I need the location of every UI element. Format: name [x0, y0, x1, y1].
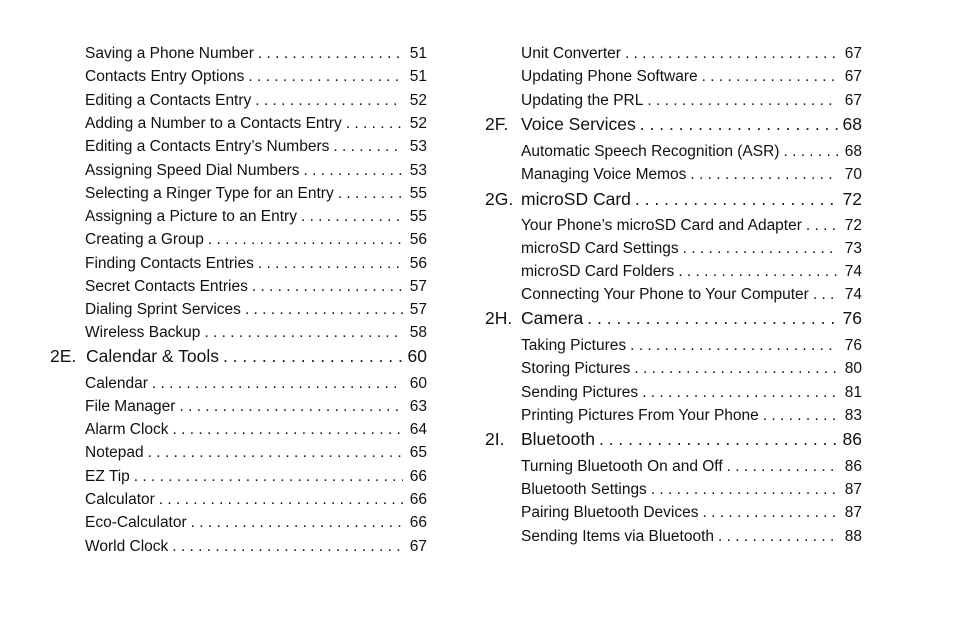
page-number: 57: [409, 301, 427, 318]
section-number: 2F.: [485, 114, 509, 134]
entry-title: Notepad: [85, 444, 144, 461]
page-number: 68: [844, 143, 862, 160]
dot-leader: [223, 344, 403, 368]
dot-leader: [173, 420, 403, 440]
page-number: 52: [409, 115, 427, 132]
dot-leader: [763, 406, 838, 426]
dot-leader: [248, 67, 403, 87]
page-number: 88: [844, 528, 862, 545]
page-number: 66: [409, 514, 427, 531]
dot-leader: [678, 262, 838, 282]
entry-title: Storing Pictures: [521, 360, 631, 377]
page-number: 55: [409, 208, 427, 225]
page-number: 56: [409, 231, 427, 248]
dot-leader: [191, 513, 403, 533]
page-number: 74: [844, 286, 862, 303]
page-number: 87: [844, 504, 862, 521]
toc-entry: [521, 503, 862, 523]
dot-leader: [635, 187, 838, 211]
toc-entry: [521, 165, 862, 185]
entry-title: Contacts Entry Options: [85, 68, 245, 85]
page-number: 68: [842, 114, 862, 134]
toc-entry: [85, 513, 427, 533]
page-number: 66: [409, 468, 427, 485]
dot-leader: [333, 137, 403, 157]
entry-title: microSD Card Settings: [521, 240, 679, 257]
section-title: Voice Services: [521, 114, 636, 134]
dot-leader: [159, 490, 403, 510]
entry-title: Printing Pictures From Your Phone: [521, 407, 759, 424]
dot-leader: [599, 427, 838, 451]
entry-title: File Manager: [85, 398, 176, 415]
entry-title: Assigning Speed Dial Numbers: [85, 162, 300, 179]
page-number: 76: [844, 337, 862, 354]
page-number: 55: [409, 185, 427, 202]
dot-leader: [813, 285, 838, 305]
dot-leader: [346, 114, 403, 134]
dot-leader: [258, 44, 403, 64]
page-number: 60: [409, 375, 427, 392]
page-number: 74: [844, 263, 862, 280]
dot-leader: [208, 230, 403, 250]
entry-title: Pairing Bluetooth Devices: [521, 504, 699, 521]
toc-entry: [85, 161, 427, 181]
dot-leader: [642, 383, 838, 403]
dot-leader: [783, 142, 838, 162]
page-number: 80: [844, 360, 862, 377]
entry-title: Unit Converter: [521, 45, 621, 62]
dot-leader: [718, 527, 838, 547]
page-number: 83: [844, 407, 862, 424]
toc-entry: [521, 457, 862, 477]
page-number: 66: [409, 491, 427, 508]
toc-section-heading: [485, 427, 862, 451]
dot-leader: [172, 537, 403, 557]
entry-title: Assigning a Picture to an Entry: [85, 208, 297, 225]
entry-title: Saving a Phone Number: [85, 45, 254, 62]
entry-title: Automatic Speech Recognition (ASR): [521, 143, 780, 160]
toc-entry: [85, 490, 427, 510]
entry-title: Eco-Calculator: [85, 514, 187, 531]
entry-title: Alarm Clock: [85, 421, 169, 438]
page-number: 67: [844, 68, 862, 85]
toc-entry: [85, 91, 427, 111]
toc-entry: [85, 443, 427, 463]
page-number: 63: [409, 398, 427, 415]
entry-title: Finding Contacts Entries: [85, 255, 254, 272]
page-number: 53: [409, 162, 427, 179]
dot-leader: [703, 503, 839, 523]
toc-section-heading: [485, 187, 862, 211]
toc-entry: [85, 44, 427, 64]
toc-entry: [85, 137, 427, 157]
section-title: Bluetooth: [521, 429, 595, 449]
entry-title: microSD Card Folders: [521, 263, 675, 280]
dot-leader: [148, 443, 403, 463]
toc-entry: [85, 537, 427, 557]
entry-title: Bluetooth Settings: [521, 481, 647, 498]
entry-title: Creating a Group: [85, 231, 204, 248]
page-number: 52: [409, 92, 427, 109]
entry-title: Managing Voice Memos: [521, 166, 687, 183]
page-number: 67: [844, 45, 862, 62]
dot-leader: [245, 300, 403, 320]
toc-entry: [521, 44, 862, 64]
entry-title: Connecting Your Phone to Your Computer: [521, 286, 809, 303]
entry-title: Sending Pictures: [521, 384, 639, 401]
section-title: microSD Card: [521, 189, 631, 209]
entry-title: Taking Pictures: [521, 337, 627, 354]
toc-entry: [521, 262, 862, 282]
toc-entry: [521, 67, 862, 87]
dot-leader: [625, 44, 838, 64]
toc-entry: [85, 467, 427, 487]
section-number: 2I.: [485, 429, 505, 449]
toc-entry: [85, 397, 427, 417]
page-number: 72: [844, 217, 862, 234]
page-number: 67: [409, 538, 427, 555]
page-number: 53: [409, 138, 427, 155]
page-number: 60: [407, 346, 427, 366]
toc-entry: [85, 230, 427, 250]
toc-section-heading: [485, 112, 862, 136]
toc-entry: [521, 216, 862, 236]
dot-leader: [179, 397, 403, 417]
entry-title: Adding a Number to a Contacts Entry: [85, 115, 342, 132]
page-number: 57: [409, 278, 427, 295]
entry-title: Your Phone’s microSD Card and Adapter: [521, 217, 802, 234]
page-number: 76: [842, 308, 862, 328]
entry-title: Updating the PRL: [521, 92, 644, 109]
entry-title: Calendar: [85, 375, 148, 392]
entry-title: Dialing Sprint Services: [85, 301, 241, 318]
toc-entry: [521, 406, 862, 426]
entry-title: Updating Phone Software: [521, 68, 698, 85]
dot-leader: [134, 467, 403, 487]
toc-entry: [85, 184, 427, 204]
entry-title: Wireless Backup: [85, 324, 201, 341]
dot-leader: [301, 207, 403, 227]
toc-entry: [85, 254, 427, 274]
dot-leader: [651, 480, 838, 500]
entry-title: Editing a Contacts Entry’s Numbers: [85, 138, 330, 155]
page-number: 56: [409, 255, 427, 272]
toc-entry: [85, 420, 427, 440]
toc-entry: [85, 67, 427, 87]
entry-title: EZ Tip: [85, 468, 130, 485]
toc-entry: [521, 480, 862, 500]
section-title: Calendar & Tools: [86, 346, 219, 366]
page-number: 64: [409, 421, 427, 438]
page-number: 86: [842, 429, 862, 449]
entry-title: World Clock: [85, 538, 169, 555]
dot-leader: [252, 277, 403, 297]
entry-title: Secret Contacts Entries: [85, 278, 248, 295]
entry-title: Selecting a Ringer Type for an Entry: [85, 185, 334, 202]
dot-leader: [806, 216, 838, 236]
toc-entry: [521, 359, 862, 379]
page-number: 81: [844, 384, 862, 401]
dot-leader: [702, 67, 838, 87]
dot-leader: [587, 306, 838, 330]
dot-leader: [630, 336, 838, 356]
dot-leader: [640, 112, 838, 136]
page-number: 87: [844, 481, 862, 498]
section-number: 2G.: [485, 189, 514, 209]
toc-entry: [85, 300, 427, 320]
toc-entry: [521, 336, 862, 356]
section-title: Camera: [521, 308, 584, 328]
dot-leader: [304, 161, 403, 181]
page-number: 72: [842, 189, 862, 209]
toc-entry: [85, 114, 427, 134]
dot-leader: [152, 374, 403, 394]
dot-leader: [690, 165, 838, 185]
dot-leader: [258, 254, 403, 274]
toc-entry: [85, 277, 427, 297]
entry-title: Editing a Contacts Entry: [85, 92, 252, 109]
dot-leader: [683, 239, 838, 259]
toc-entry: [521, 239, 862, 259]
dot-leader: [204, 323, 403, 343]
toc-entry: [85, 323, 427, 343]
entry-title: Calculator: [85, 491, 155, 508]
section-number: 2E.: [50, 346, 77, 366]
dot-leader: [338, 184, 403, 204]
page-number: 51: [409, 68, 427, 85]
toc-entry: [521, 91, 862, 111]
page-number: 73: [844, 240, 862, 257]
page-number: 51: [409, 45, 427, 62]
toc-entry: [521, 527, 862, 547]
dot-leader: [727, 457, 838, 477]
page-number: 70: [844, 166, 862, 183]
toc-entry: [85, 207, 427, 227]
entry-title: Sending Items via Bluetooth: [521, 528, 715, 545]
toc-section-heading: [50, 344, 427, 368]
entry-title: Turning Bluetooth On and Off: [521, 458, 723, 475]
page-number: 86: [844, 458, 862, 475]
page-number: 65: [409, 444, 427, 461]
page-number: 58: [409, 324, 427, 341]
page-number: 67: [844, 92, 862, 109]
section-number: 2H.: [485, 308, 513, 328]
toc-entry: [85, 374, 427, 394]
toc-entry: [521, 383, 862, 403]
dot-leader: [647, 91, 838, 111]
dot-leader: [255, 91, 403, 111]
toc-entry: [521, 142, 862, 162]
toc-entry: [521, 285, 862, 305]
dot-leader: [634, 359, 838, 379]
toc-section-heading: [485, 306, 862, 330]
